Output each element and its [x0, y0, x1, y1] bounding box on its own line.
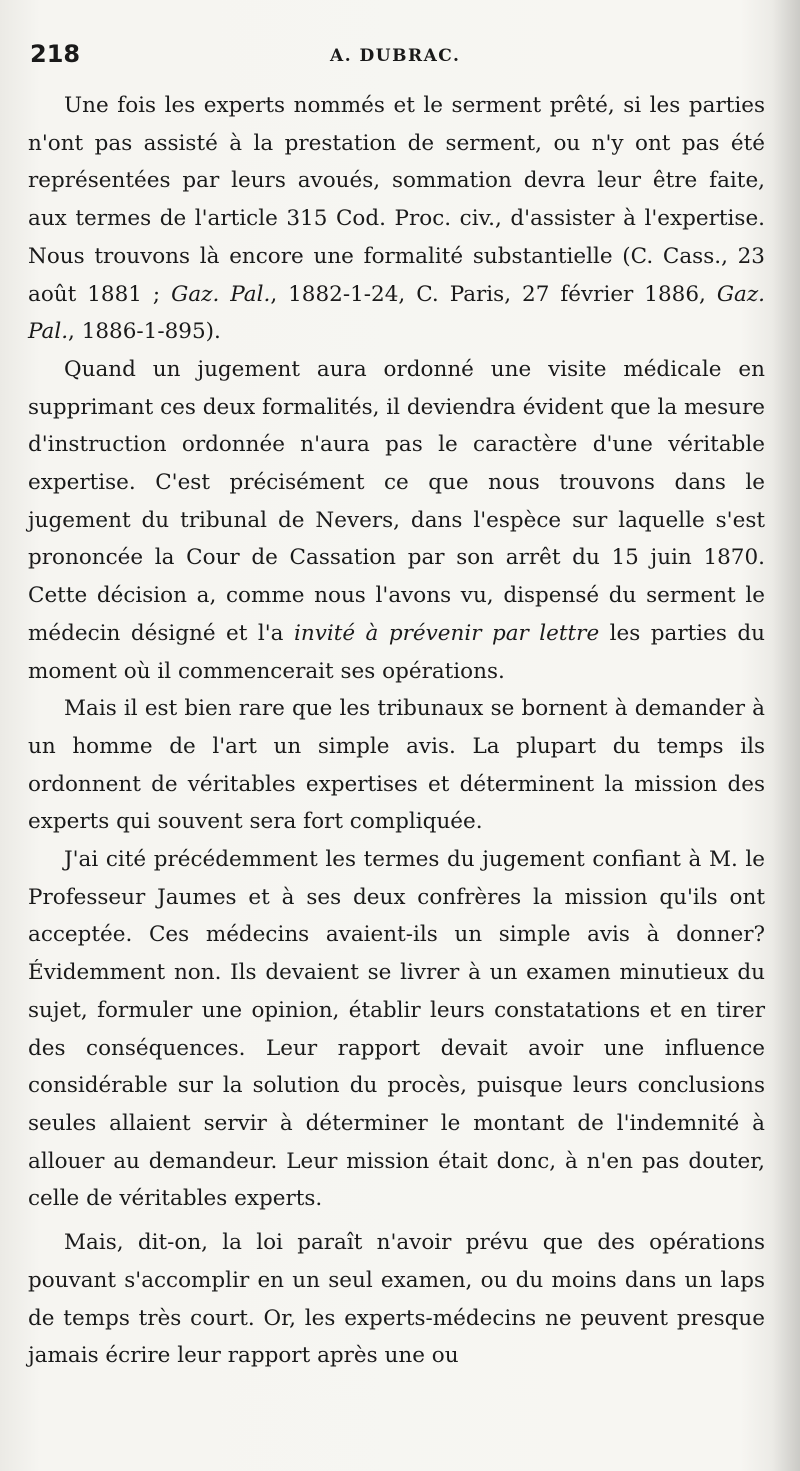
paragraph-4-text: J'ai cité précédemment les termes du jugement confiant à M. le Professeur Jaumes et à ses deux confrères la mission qu'ils ont acceptée. Ces médecins avaient-ils un simple avis à donner? Évidemment non. Ils devaient se livrer à un examen minutieux du sujet, formuler une opinion, établir leurs constatations et en tirer des conséquences. Leur rapport devait avoir une influence considérable sur la solution du procès, puisque leurs conclusions seules allaient servir à déterminer le montant de l'indemnité à allouer au demandeur. Leur mission était donc, à n'en pas douter, celle de véritables experts.	[28, 847, 765, 1212]
paragraph-5	[28, 1224, 765, 1375]
binding-shadow	[772, 0, 800, 1471]
paragraph-2-end: les parties du moment où il commencerait ses opérations.	[28, 620, 765, 684]
paragraph-1-text: Une fois les experts nommés et le serment prêté, si les parties n'ont pas assisté à la prestation de serment, ou n'y ont pas été représentées par leurs avoués, sommation devra leur être faite, aux termes de l'article 315 Cod. Proc. civ., d'assister à l'expertise. Nous trouvons là encore une formalité substantielle (C. Cass., 23 août 1881 ;	[28, 93, 765, 307]
page-number: 218	[30, 40, 81, 68]
paragraph-1-end: , 1886-1-895).	[68, 319, 221, 345]
body-text	[28, 87, 765, 1375]
running-head: A. DUBRAC.	[330, 46, 461, 66]
paragraph-3-text: Mais il est bien rare que les tribunaux se bornent à demander à un homme de l'art un simple avis. La plupart du temps ils ordonnent de véritables expertises et déterminent la mission des experts qui souvent sera fort compliquée.	[28, 696, 765, 835]
citation-ref: Gaz. Pal.	[171, 281, 271, 307]
paragraph-1	[28, 87, 765, 351]
paragraph-1-mid: , 1882-1-24, C. Paris, 27 février 1886,	[270, 281, 717, 307]
paragraph-5-text: Mais, dit-on, la loi paraît n'avoir prévu que des opérations pouvant s'accomplir en un seul examen, ou du moins dans un laps de temps très court. Or, les experts-médecins ne peuvent presque jamais écrire leur rapport après une ou	[28, 1230, 765, 1369]
paragraph-3	[28, 690, 765, 841]
page-header	[30, 40, 770, 80]
paragraph-2-text: Quand un jugement aura ordonné une visite médicale en supprimant ces deux formalités, il deviendra évident que la mesure d'instruction ordonnée n'aura pas le caractère d'une véritable expertise. C'est précisément ce que nous trouvons dans le jugement du tribunal de Nevers, dans l'espèce sur laquelle s'est prononcée la Cour de Cassation par son arrêt du 15 juin 1870. Cette décision a, comme nous l'avons vu, dispensé du serment le médecin désigné et l'a	[28, 356, 765, 646]
citation-ref: Gaz. Pal.	[28, 281, 765, 345]
paragraph-4	[28, 841, 765, 1218]
paragraph-2	[28, 351, 765, 690]
emphasis-text: invité à prévenir par lettre	[293, 620, 600, 646]
